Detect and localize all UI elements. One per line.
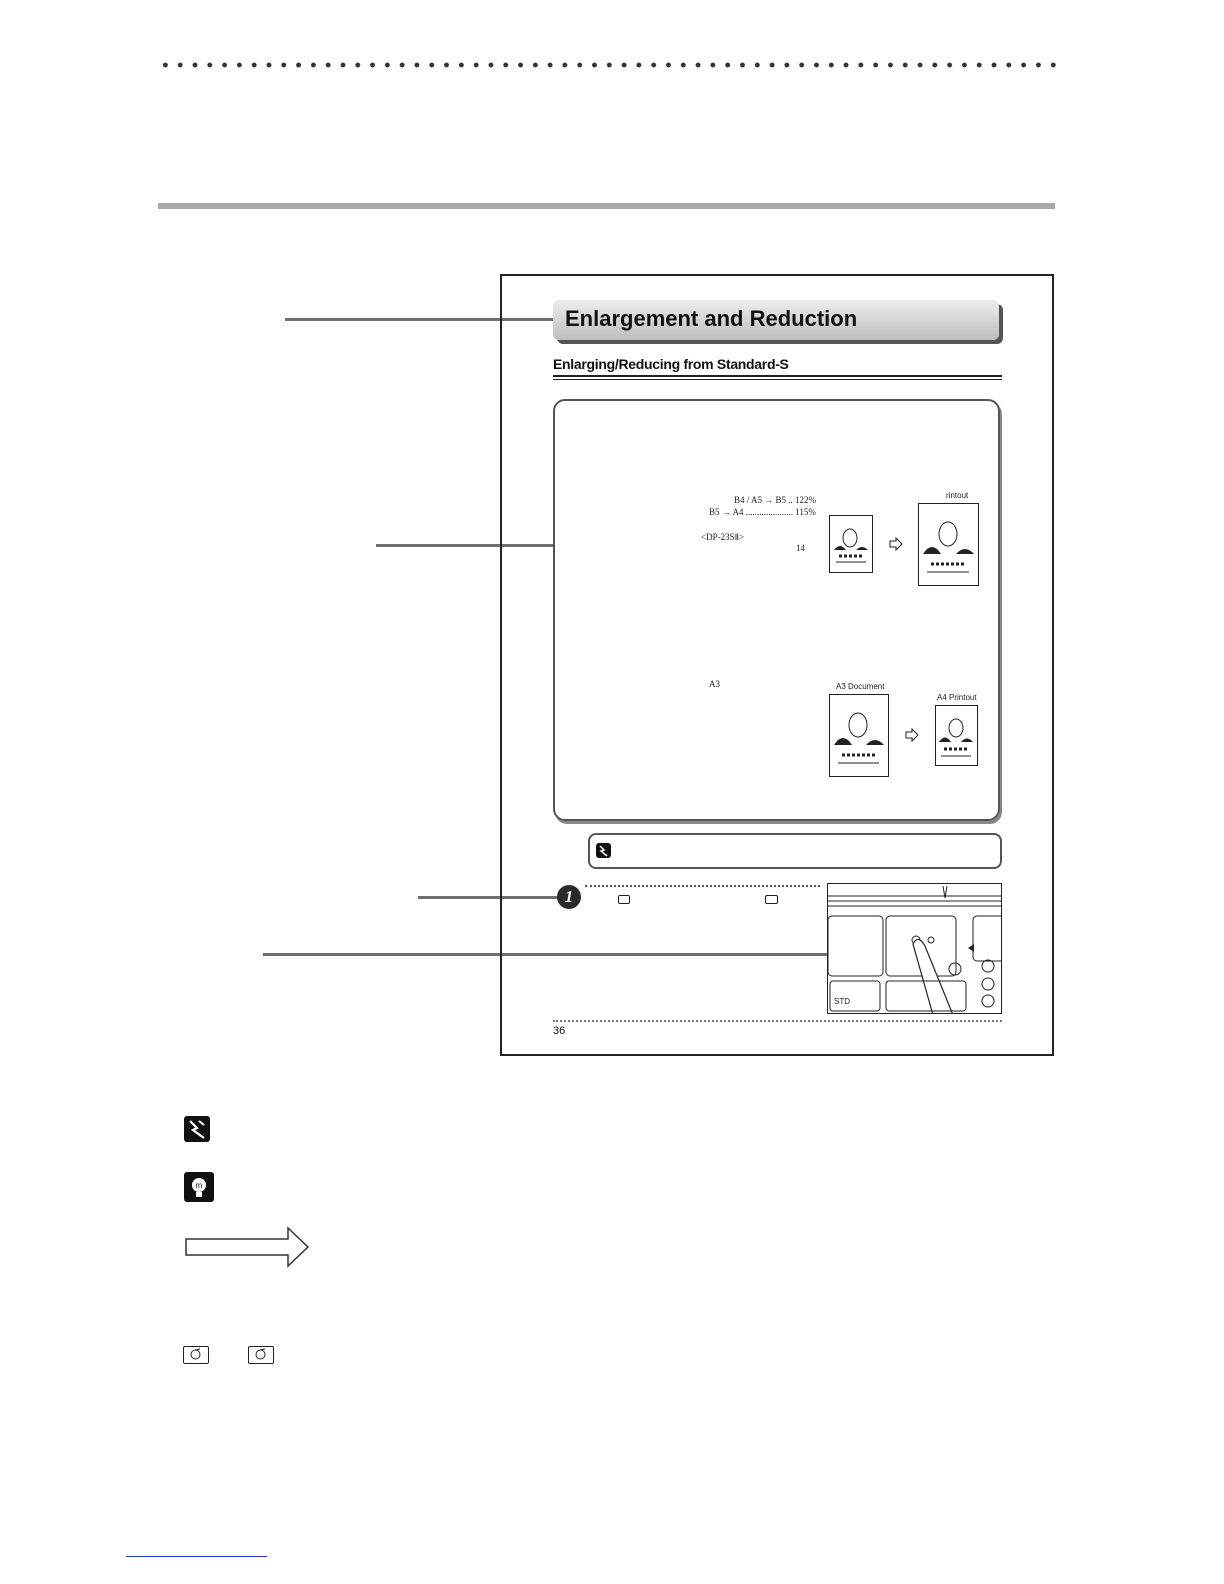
step-dotted-rule <box>585 885 820 887</box>
svg-text:m: m <box>195 1181 203 1190</box>
page-reference: 14 <box>796 543 805 553</box>
page-number: 36 <box>553 1025 566 1037</box>
bottom-dotted-rule <box>553 1020 1002 1022</box>
caution-icon <box>596 843 611 858</box>
a4-printout-illustration <box>935 705 978 766</box>
section-rule <box>158 203 1055 209</box>
lightbulb-icon <box>184 1172 214 1202</box>
key-icon <box>183 1346 209 1364</box>
subheading: Enlarging/Reducing from Standard-S <box>553 356 789 372</box>
ratio-line-1: B4 / A5 → B5 .. 122% <box>734 495 817 505</box>
footer-link-underline[interactable] <box>126 1556 267 1557</box>
caution-icon <box>184 1116 210 1142</box>
step-number: 1 <box>557 885 581 909</box>
subheading-rule-thin <box>553 379 1002 380</box>
size-a3-label: A3 <box>709 679 720 689</box>
key-icon <box>618 895 630 904</box>
control-panel-illustration <box>827 883 1002 1014</box>
arrow-small-icon <box>889 537 903 556</box>
ratio-line-2: B5 → A4 ..................... 115% <box>709 507 816 517</box>
arrow-right-icon <box>184 1226 310 1273</box>
note-box <box>588 833 1002 869</box>
subheading-rule <box>553 375 1002 377</box>
original-document-illustration <box>829 515 873 573</box>
info-box <box>553 399 1000 821</box>
a3-document-label: A3 Document <box>836 682 885 691</box>
a4-printout-label: A4 Printout <box>937 693 977 702</box>
page-title: Enlargement and Reduction <box>565 306 858 331</box>
key-icon <box>765 895 778 904</box>
printout-label: rintout <box>946 491 969 500</box>
arrow-small-icon <box>905 728 919 747</box>
enlarged-printout-illustration <box>918 503 979 586</box>
top-dotted-border <box>158 60 1058 70</box>
key-icon <box>248 1346 274 1364</box>
svg-text:STD: STD <box>834 997 850 1006</box>
model-tag: <DP-23SⅡ> <box>701 532 745 542</box>
a3-document-illustration <box>829 694 889 777</box>
